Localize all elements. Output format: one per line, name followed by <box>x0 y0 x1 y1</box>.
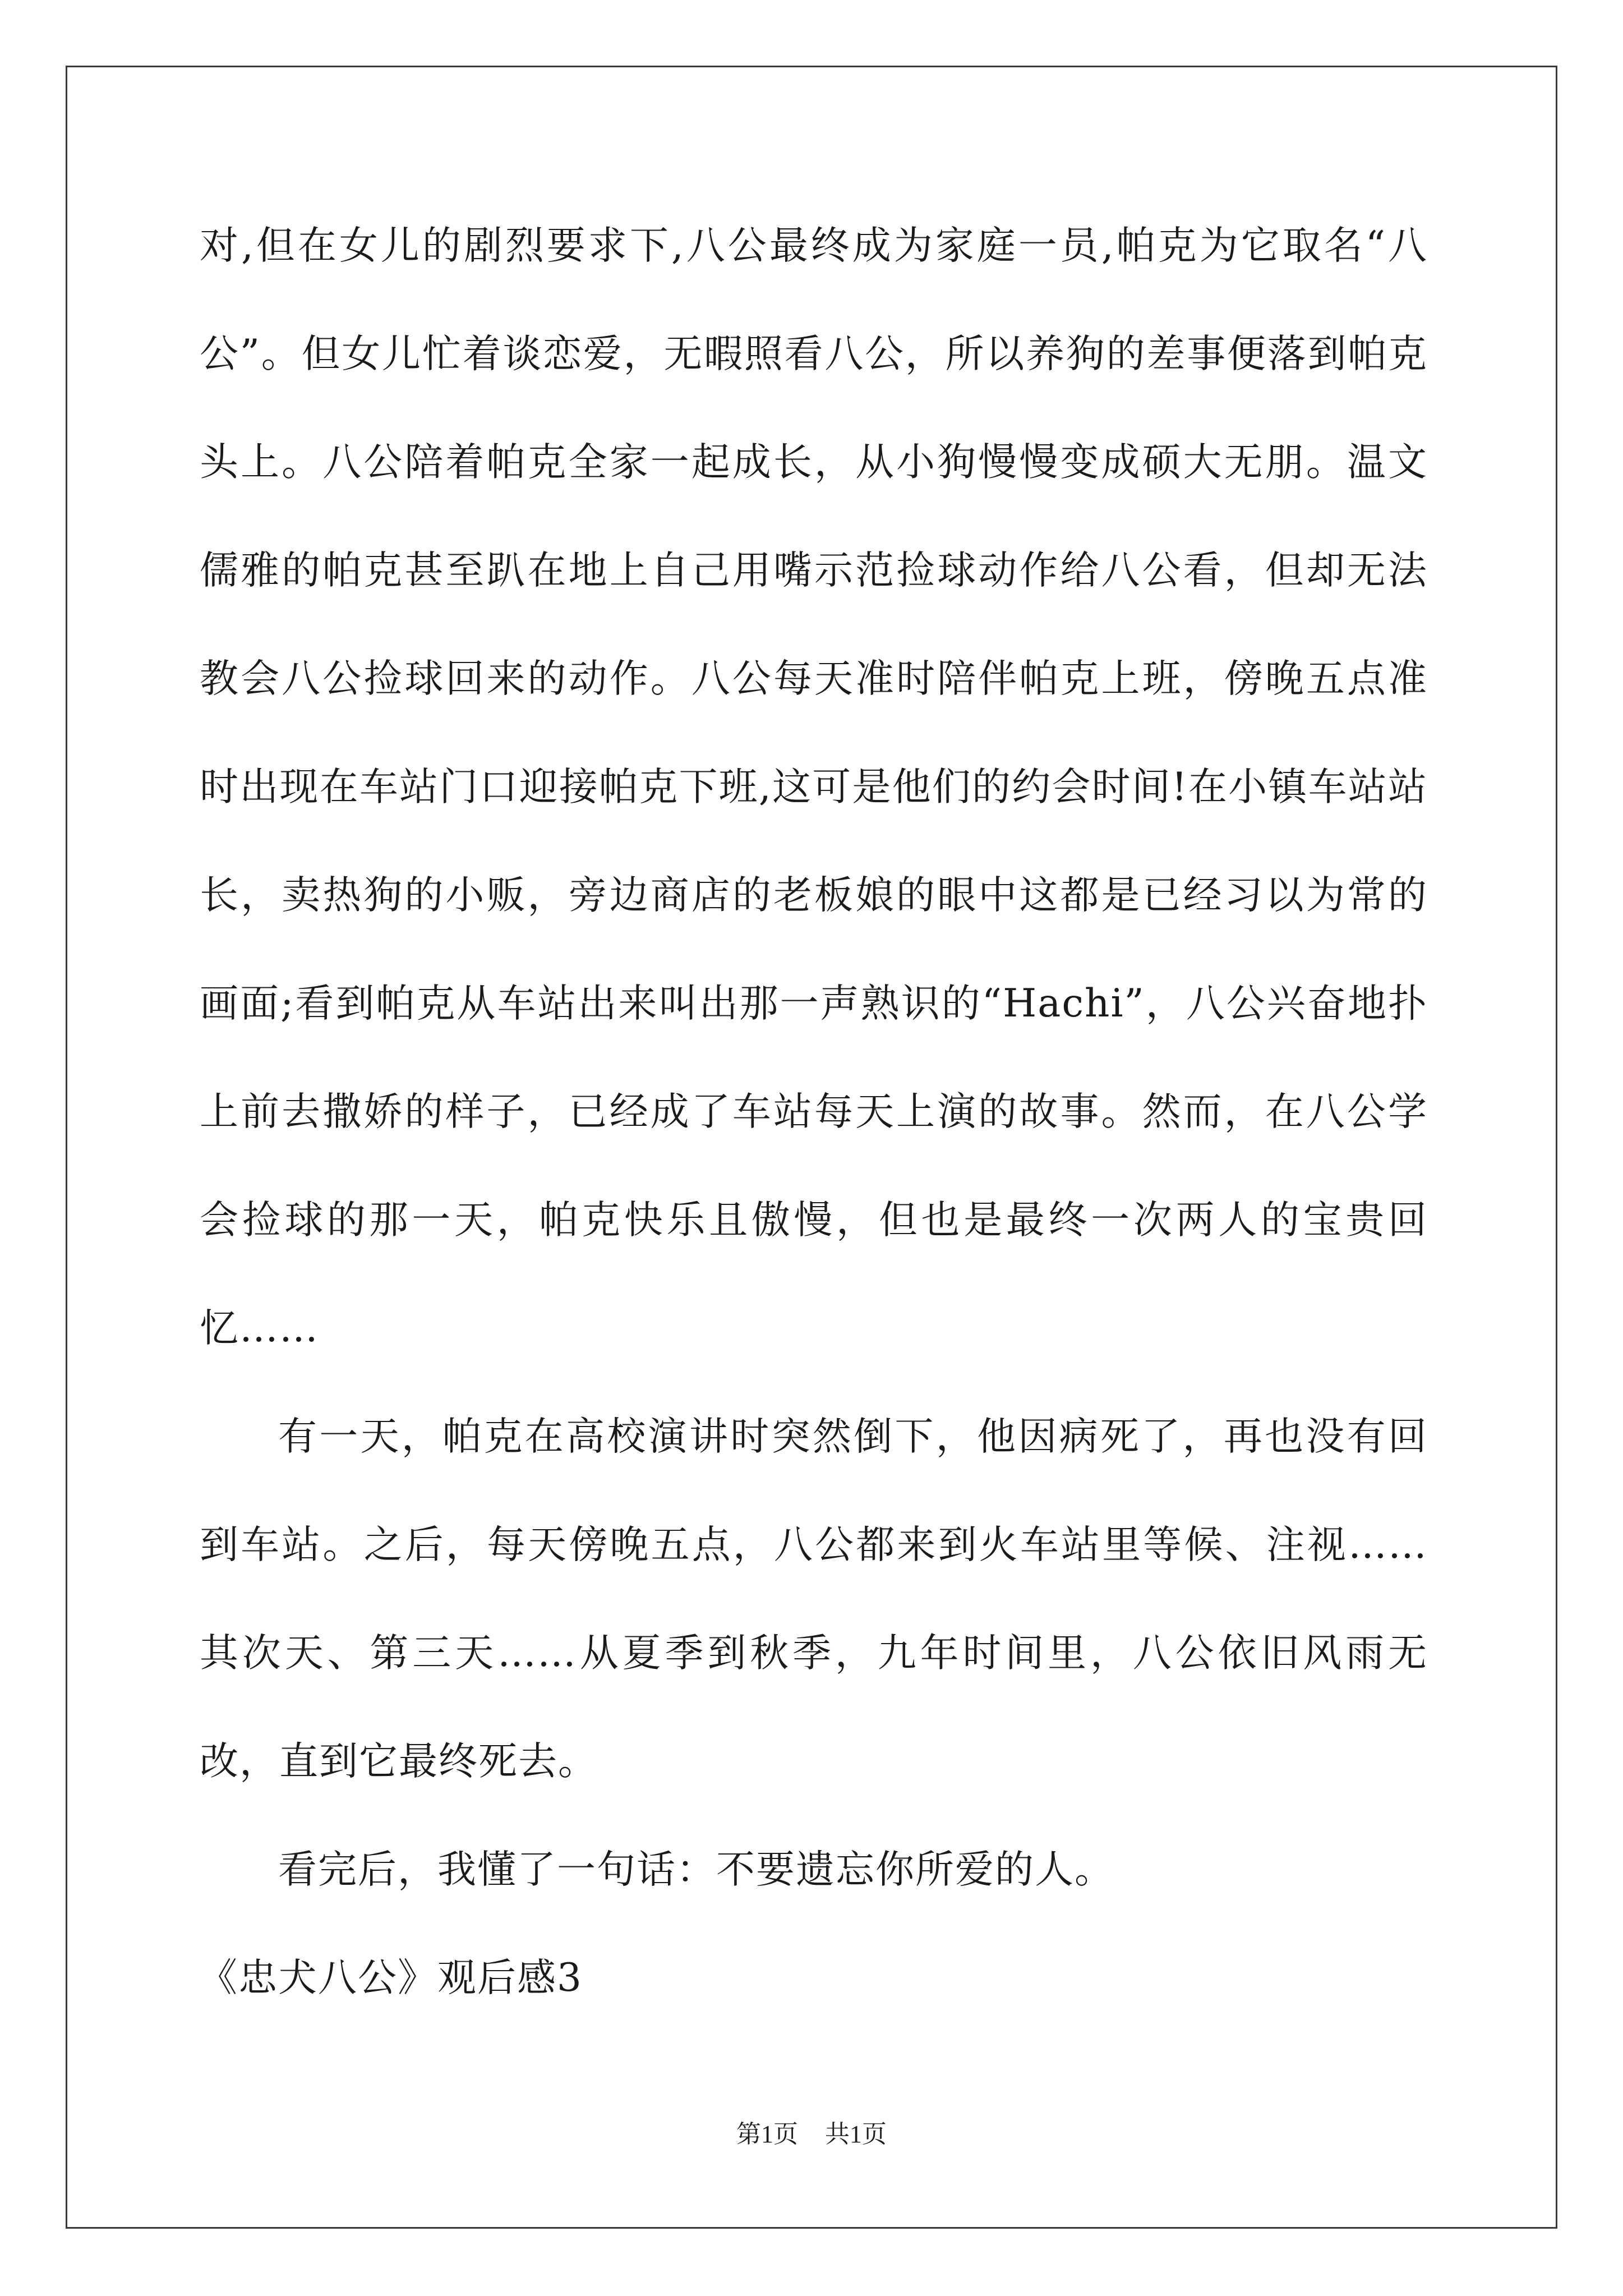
page-footer <box>0 2114 1623 2150</box>
total-pages: 共1页 <box>825 2120 887 2148</box>
paragraph-parker-death: 有一天，帕克在高校演讲时突然倒下，他因病死了，再也没有回到车站。之后，每天傍晚五点，八公都来到火车站里等候、注视……其次天、第三天……从夏季到秋季，九年时间里，八公依旧风雨无改，直到它最终死去。 <box>200 1414 1428 1784</box>
paragraph-reflection: 看完后，我懂了一句话：不要遗忘你所爱的人。 <box>278 1847 1114 1892</box>
paragraph-story-continuation: 对,但在女儿的剧烈要求下,八公最终成为家庭一员,帕克为它取名“八公”。但女儿忙着谈恋爱，无暇照看八公，所以养狗的差事便落到帕克头上。八公陪着帕克全家一起成长，从小狗慢慢变成硕大无朋。温文儒雅的帕克甚至趴在地上自己用嘴示范捡球动作给八公看，但却无法教会八公捡球回来的动作。八公每天准时陪伴帕克上班，傍晚五点准时出现在车站门口迎接帕克下班,这可是他们的约会时间!在小镇车站站长，卖热狗的小贩，旁边商店的老板娘的眼中这都是已经习以为常的画面;看到帕克从车站出来叫出那一声熟识的“Hachi”，八公兴奋地扑上前去撒娇的样子，已经成了车站每天上演的故事。然而，在八公学会捡球的那一天，帕克快乐且傲慢，但也是最终一次两人的宝贵回忆…… <box>200 223 1428 1351</box>
page-number: 第1页 <box>736 2120 798 2148</box>
document-body <box>200 192 1428 2032</box>
section-heading: 《忠犬八公》观后感3 <box>199 1955 583 2000</box>
